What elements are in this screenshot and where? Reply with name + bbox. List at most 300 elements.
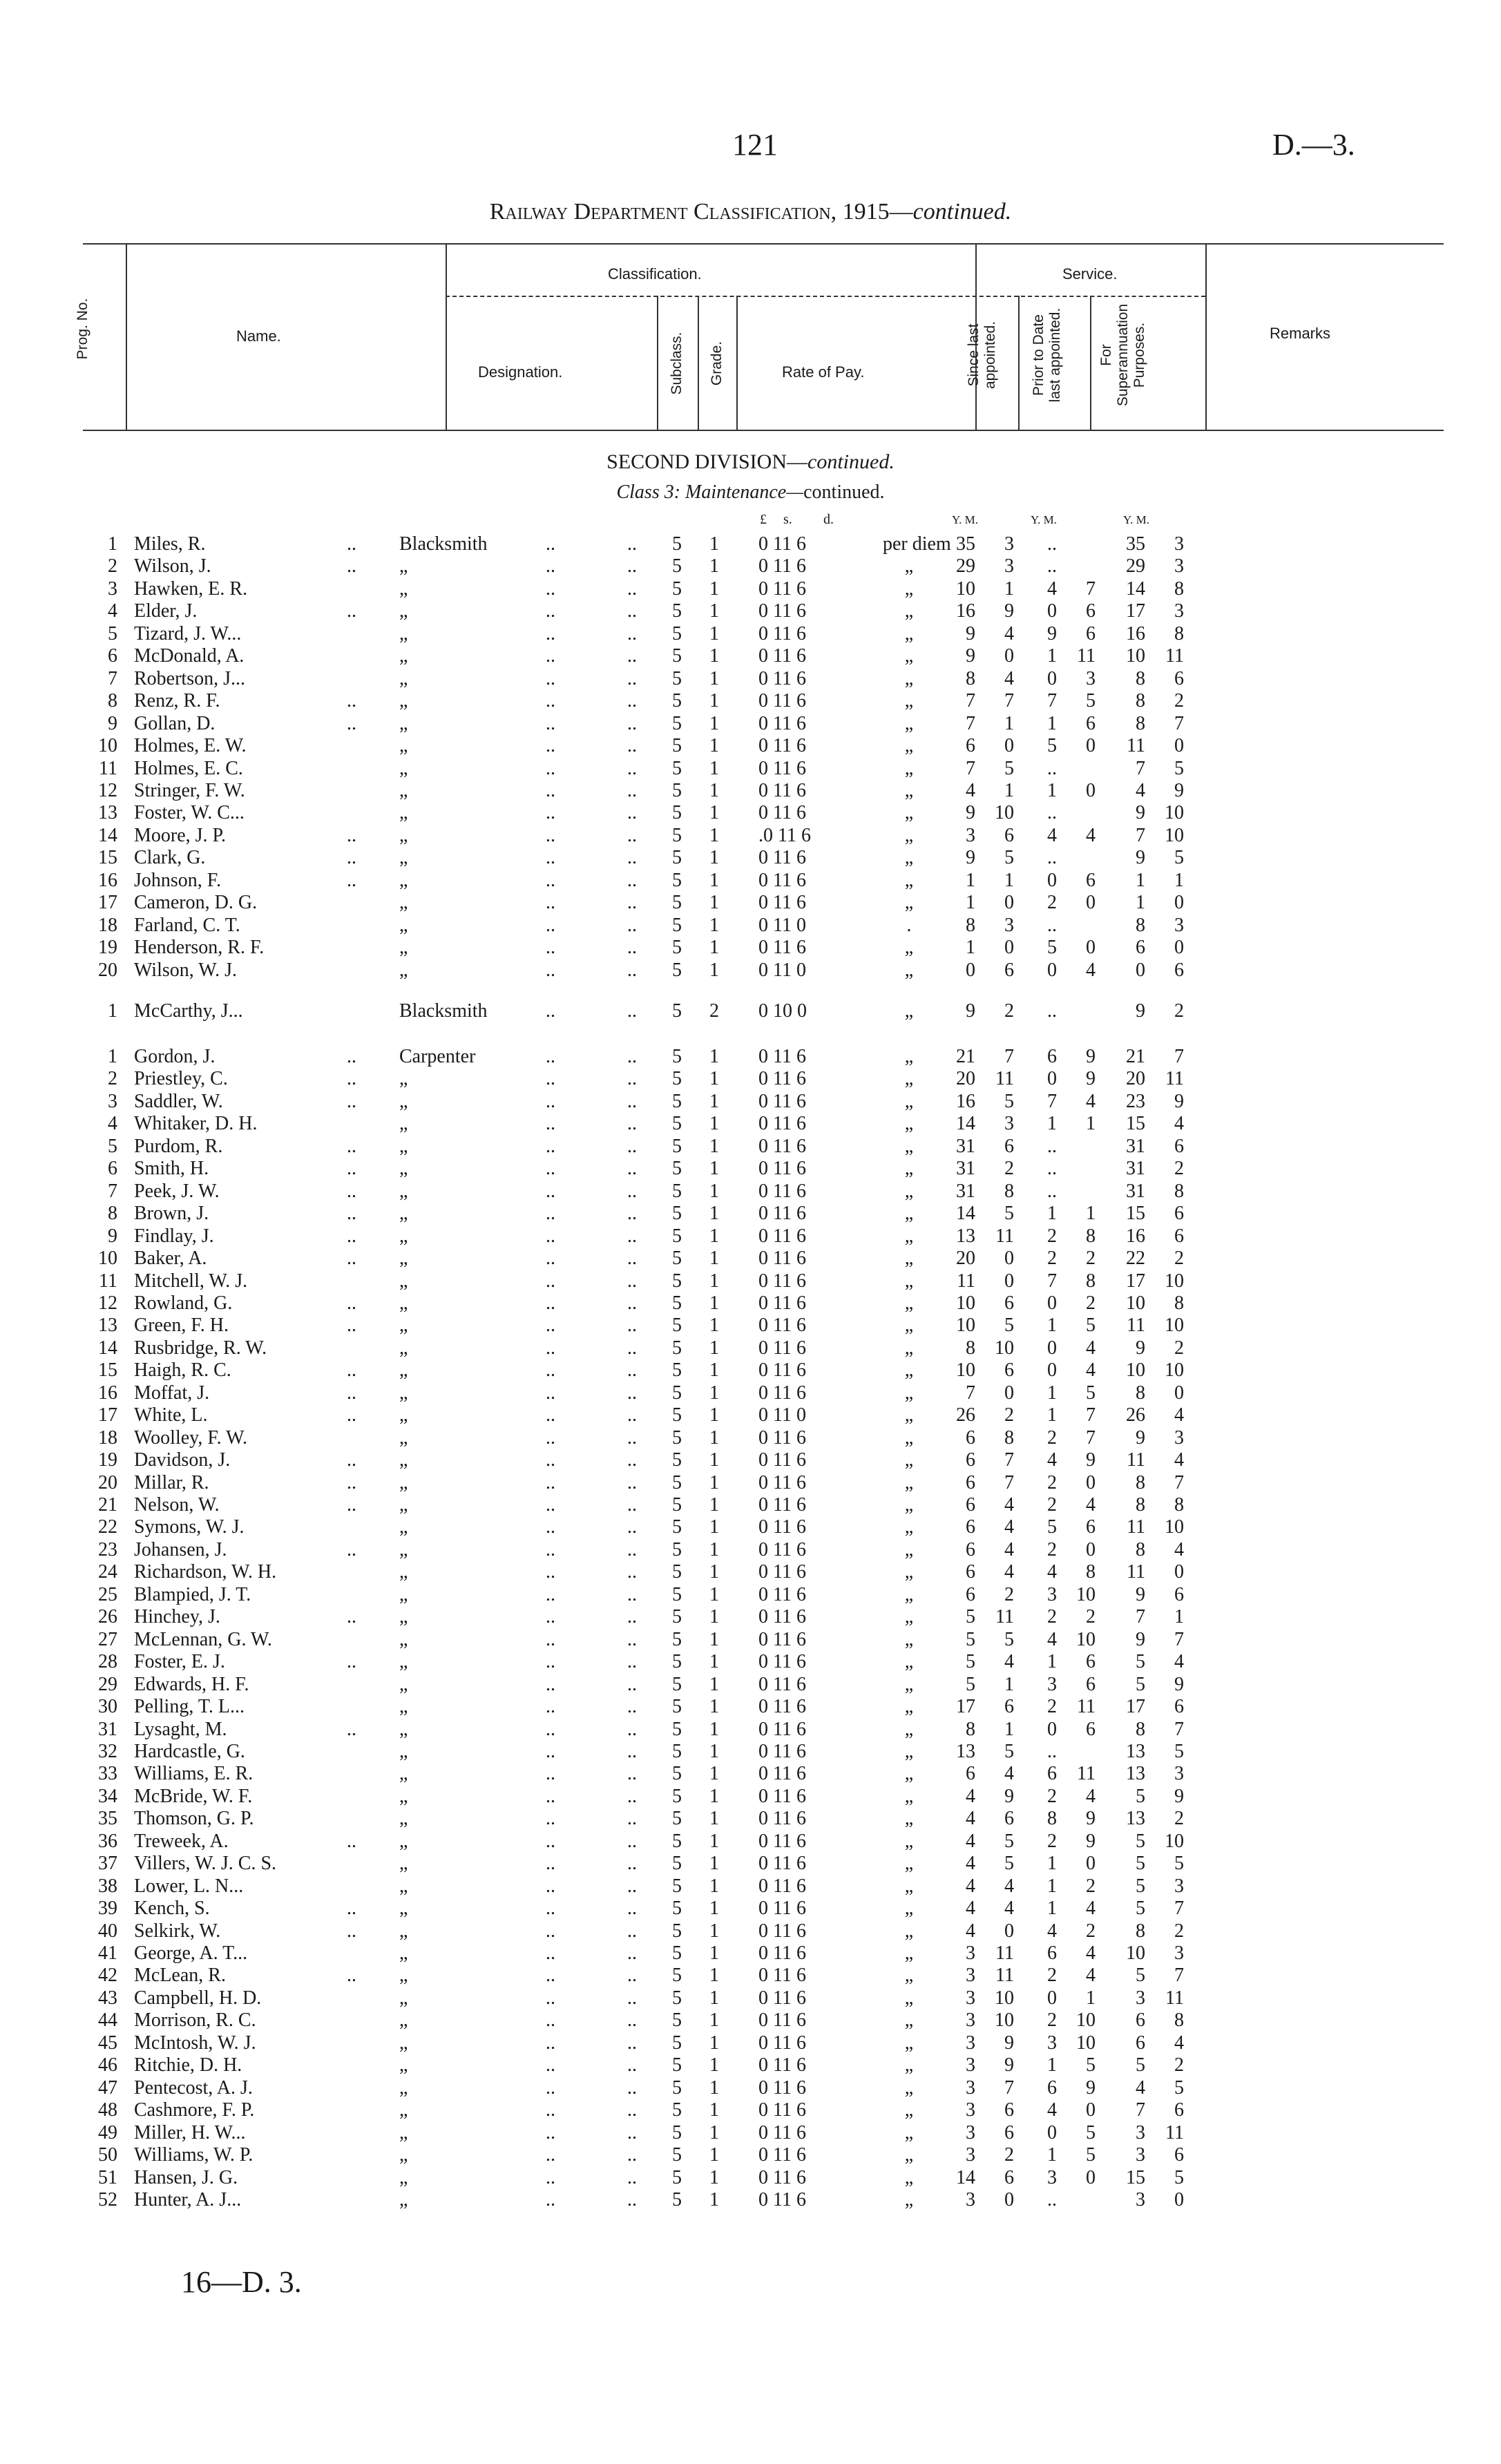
cell-q: „ [904, 1292, 914, 1314]
cell-pm: 0 [1086, 1538, 1096, 1560]
cell-sy: 9 [966, 847, 975, 869]
cell-q: „ [904, 1337, 914, 1359]
cell-grade: 1 [709, 1203, 719, 1225]
cell-sm: 11 [995, 1942, 1014, 1964]
cell-tm: 4 [1174, 1113, 1184, 1135]
cell-designation: „ [399, 645, 408, 667]
leader-dots: .. [546, 1270, 555, 1292]
cell-py: 3 [1047, 1583, 1057, 1605]
cell-ty: 9 [1136, 802, 1145, 824]
cell-sm: 5 [1004, 1628, 1014, 1650]
cell-grade: 1 [709, 600, 719, 622]
cell-tm: 2 [1174, 1337, 1184, 1359]
cell-ty: 16 [1126, 1225, 1145, 1247]
cell-no: 44 [98, 2009, 117, 2032]
table-row [0, 1203, 1501, 1226]
cell-dots: .. [347, 1471, 356, 1493]
cell-sm: 2 [1004, 1583, 1014, 1605]
cell-q: „ [904, 2032, 914, 2054]
cell-sub: 5 [672, 1068, 682, 1090]
cell-sy: 3 [966, 2054, 975, 2076]
cell-designation: „ [399, 1494, 408, 1516]
cell-name: Holmes, E. W. [134, 735, 247, 757]
cell-pm: 6 [1086, 712, 1096, 734]
table-row [0, 1853, 1501, 1876]
cell-sy: 4 [966, 1853, 975, 1875]
cell-q: „ [904, 1000, 914, 1022]
cell-pm: 11 [1077, 645, 1096, 667]
cell-name: Mitchell, W. J. [134, 1270, 248, 1292]
cell-rate: 0 11 6 [758, 1763, 806, 1785]
cell-pm: 10 [1076, 2009, 1096, 2032]
cell-pm: 0 [1086, 1471, 1096, 1493]
cell-sub: 5 [672, 1965, 682, 1987]
cell-ty: 8 [1136, 690, 1145, 712]
leader-dots: .. [546, 2076, 555, 2099]
remarks-header: Remarks [1270, 325, 1331, 342]
cell-sm: 5 [1004, 1853, 1014, 1875]
leader-dots: .. [546, 779, 555, 801]
cell-q: „ [904, 937, 914, 959]
table-row [0, 1181, 1501, 1204]
cell-name: Moore, J. P. [134, 824, 227, 846]
cell-sy: 10 [956, 1292, 975, 1314]
cell-sm: 2 [1004, 2144, 1014, 2166]
cell-dots: .. [347, 1920, 356, 1942]
cell-rate: 0 11 6 [758, 667, 806, 689]
section-name: SECOND DIVISION— [606, 450, 808, 473]
unit-years-months-2: Y. M. [1031, 513, 1057, 526]
cell-sm: 0 [1004, 2188, 1014, 2210]
cell-tm: 5 [1174, 2166, 1184, 2188]
cell-sy: 20 [956, 1248, 975, 1270]
cell-grade: 1 [709, 1718, 719, 1740]
cell-grade: 1 [709, 555, 719, 577]
leader-dots: .. [546, 1090, 555, 1112]
cell-designation: „ [399, 1359, 408, 1382]
cell-rate: .0 11 6 [758, 824, 811, 846]
cell-py: 2 [1047, 1606, 1057, 1628]
cell-sm: 5 [1004, 847, 1014, 869]
cell-designation: „ [399, 1763, 408, 1785]
cell-designation: „ [399, 2166, 408, 2188]
cell-dots: .. [347, 1225, 356, 1247]
cell-name: McLennan, G. W. [134, 1628, 272, 1650]
cell-grade: 1 [709, 1583, 719, 1605]
cell-designation: „ [399, 712, 408, 734]
cell-grade: 1 [709, 1561, 719, 1583]
cell-q: „ [904, 1785, 914, 1807]
cell-rate: 0 11 6 [758, 1225, 806, 1247]
cell-pm: 4 [1086, 1337, 1096, 1359]
table-row [0, 1404, 1501, 1428]
cell-tm: 2 [1174, 1808, 1184, 1830]
table-row [0, 1046, 1501, 1069]
cell-pm: 1 [1086, 1987, 1096, 2009]
cell-py: 1 [1047, 1853, 1057, 1875]
cell-tm: 6 [1174, 667, 1184, 689]
cell-sm: 4 [1004, 667, 1014, 689]
cell-q: „ [904, 1718, 914, 1740]
cell-sy: 5 [966, 1673, 975, 1695]
leader-dots: .. [546, 533, 555, 555]
cell-rate: 0 11 6 [758, 1628, 806, 1650]
leader-dots: .. [627, 847, 637, 869]
cell-pm: 0 [1086, 1853, 1096, 1875]
cell-tm: 6 [1174, 1203, 1184, 1225]
cell-tm: 3 [1174, 533, 1184, 555]
leader-dots: .. [546, 1785, 555, 1807]
cell-sub: 5 [672, 1987, 682, 2009]
cell-designation: Blacksmith [399, 533, 488, 555]
cell-pm: 7 [1086, 1426, 1096, 1449]
leader-dots: .. [546, 1471, 555, 1493]
cell-q: „ [904, 1561, 914, 1583]
cell-no: 6 [108, 645, 117, 667]
leader-dots: .. [627, 1068, 637, 1090]
cell-dots: .. [347, 1046, 356, 1067]
cell-designation: „ [399, 2099, 408, 2121]
cell-no: 13 [98, 802, 117, 824]
cell-sy: 3 [966, 1942, 975, 1964]
cell-rate: 0 11 6 [758, 1494, 806, 1516]
cell-grade: 1 [709, 1965, 719, 1987]
cell-sm: 11 [995, 1606, 1014, 1628]
cell-pm: 4 [1086, 1965, 1096, 1987]
cell-designation: „ [399, 1180, 408, 1202]
cell-sub: 5 [672, 1404, 682, 1426]
cell-sm: 4 [1004, 1561, 1014, 1583]
cell-py: 1 [1047, 1651, 1057, 1673]
cell-sm: 2 [1004, 1404, 1014, 1426]
leader-dots: .. [627, 1382, 637, 1404]
cell-designation: „ [399, 2121, 408, 2143]
cell-py: 4 [1047, 1628, 1057, 1650]
classification-header: Classification. [608, 265, 702, 283]
leader-dots: .. [546, 1113, 555, 1135]
cell-dots: .. [347, 555, 356, 577]
cell-name: Tizard, J. W... [134, 622, 242, 644]
cell-grade: 1 [709, 1382, 719, 1404]
table-row [0, 847, 1501, 870]
cell-name: Hunter, A. J... [134, 2188, 242, 2210]
cell-designation: „ [399, 1449, 408, 1471]
leader-dots: .. [627, 1853, 637, 1875]
cell-designation: „ [399, 1965, 408, 1987]
cell-grade: 1 [709, 2032, 719, 2054]
cell-sm: 4 [1004, 1651, 1014, 1673]
cell-designation: „ [399, 2144, 408, 2166]
cell-sub: 5 [672, 1046, 682, 1067]
cell-tm: 2 [1174, 1248, 1184, 1270]
cell-tm: 7 [1174, 1628, 1184, 1650]
cell-py: 1 [1047, 1203, 1057, 1225]
cell-no: 46 [98, 2054, 117, 2076]
cell-q: „ [904, 600, 914, 622]
cell-grade: 1 [709, 2166, 719, 2188]
cell-sm: 6 [1004, 2099, 1014, 2121]
cell-tm: 5 [1174, 1853, 1184, 1875]
leader-dots: .. [627, 1875, 637, 1897]
cell-sub: 5 [672, 1875, 682, 1897]
leader-dots: .. [546, 1494, 555, 1516]
cell-no: 19 [98, 937, 117, 959]
cell-py: 2 [1047, 1494, 1057, 1516]
cell-rate: 0 11 6 [758, 1359, 806, 1382]
leader-dots: .. [627, 555, 637, 577]
cell-name: Davidson, J. [134, 1449, 231, 1471]
cell-designation: „ [399, 892, 408, 914]
cell-ty: 8 [1136, 1718, 1145, 1740]
cell-name: Williams, W. P. [134, 2144, 254, 2166]
cell-no: 25 [98, 1583, 117, 1605]
cell-rate: 0 11 6 [758, 2144, 806, 2166]
cell-sy: 6 [966, 735, 975, 757]
cell-ty: 31 [1126, 1135, 1145, 1157]
cell-sub: 5 [672, 779, 682, 801]
cell-py: 2 [1047, 1225, 1057, 1247]
cell-no: 48 [98, 2099, 117, 2121]
cell-ty: 8 [1136, 1538, 1145, 1560]
cell-no: 27 [98, 1628, 117, 1650]
leader-dots: .. [546, 1920, 555, 1942]
cell-sm: 3 [1004, 1113, 1014, 1135]
cell-q: „ [904, 735, 914, 757]
table-row [0, 1763, 1501, 1786]
cell-grade: 1 [709, 1337, 719, 1359]
cell-sm: 11 [995, 1965, 1014, 1987]
leader-dots: .. [546, 1315, 555, 1337]
cell-sy: 3 [966, 824, 975, 846]
table-row [0, 1831, 1501, 1854]
cell-tm: 8 [1174, 1292, 1184, 1314]
table-row [0, 623, 1501, 647]
rate-of-pay-header: Rate of Pay. [782, 363, 865, 381]
leader-dots: .. [546, 1942, 555, 1964]
cell-name: Robertson, J... [134, 667, 245, 689]
cell-grade: 1 [709, 914, 719, 936]
cell-ty: 35 [1126, 533, 1145, 555]
table-row [0, 825, 1501, 848]
cell-sm: 5 [1004, 1830, 1014, 1852]
leader-dots: .. [546, 1628, 555, 1650]
cell-sy: 7 [966, 712, 975, 734]
cell-tm: 4 [1174, 1449, 1184, 1471]
cell-no: 33 [98, 1763, 117, 1785]
cell-q: „ [904, 712, 914, 734]
cell-no: 5 [108, 622, 117, 644]
cell-pm: 10 [1076, 2032, 1096, 2054]
cell-sub: 5 [672, 824, 682, 846]
cell-sm: 10 [995, 802, 1014, 824]
leader-dots: .. [627, 1718, 637, 1740]
cell-rate: 0 11 6 [758, 2032, 806, 2054]
cell-py: 1 [1047, 779, 1057, 801]
cell-ty: 5 [1136, 1898, 1145, 1920]
cell-rate: 0 11 6 [758, 1248, 806, 1270]
cell-sy: 17 [956, 1696, 975, 1718]
cell-q: „ [904, 2009, 914, 2032]
cell-sm: 0 [1004, 1920, 1014, 1942]
cell-designation: „ [399, 1853, 408, 1875]
cell-tm: 0 [1174, 892, 1184, 914]
cell-sub: 5 [672, 1740, 682, 1762]
cell-sm: 0 [1004, 1382, 1014, 1404]
cell-sy: 3 [966, 1987, 975, 2009]
cell-sm: 3 [1004, 555, 1014, 577]
leader-dots: .. [546, 600, 555, 622]
cell-no: 16 [98, 869, 117, 891]
cell-no: 8 [108, 690, 117, 712]
cell-sm: 0 [1004, 937, 1014, 959]
table-row [0, 1786, 1501, 1809]
leader-dots: .. [627, 1942, 637, 1964]
cell-sub: 5 [672, 1494, 682, 1516]
cell-name: Kench, S. [134, 1898, 210, 1920]
cell-sy: 1 [966, 892, 975, 914]
cell-q: „ [904, 1920, 914, 1942]
table-row [0, 1337, 1501, 1361]
cell-sy: 3 [966, 2076, 975, 2099]
table-row [0, 780, 1501, 803]
cell-sub: 5 [672, 622, 682, 644]
cell-ty: 11 [1127, 1561, 1145, 1583]
class-name: Maintenance— [685, 481, 804, 503]
table-row [0, 1898, 1501, 1921]
cell-sy: 31 [956, 1180, 975, 1202]
cell-sub: 5 [672, 1382, 682, 1404]
cell-sub: 5 [672, 712, 682, 734]
leader-dots: .. [627, 1920, 637, 1942]
cell-sm: 0 [1004, 1248, 1014, 1270]
cell-grade: 1 [709, 577, 719, 600]
leader-dots: .. [546, 1561, 555, 1583]
cell-sub: 5 [672, 1785, 682, 1807]
cell-sub: 5 [672, 577, 682, 600]
cell-name: Rowland, G. [134, 1292, 233, 1314]
cell-sy: 9 [966, 1000, 975, 1022]
cell-designation: „ [399, 1203, 408, 1225]
cell-sy: 9 [966, 645, 975, 667]
cell-rate: 0 11 6 [758, 2076, 806, 2099]
cell-sy: 6 [966, 1471, 975, 1493]
cell-ty: 8 [1136, 1471, 1145, 1493]
cell-sub: 5 [672, 1673, 682, 1695]
cell-q: „ [904, 2166, 914, 2188]
cell-ty: 16 [1126, 622, 1145, 644]
cell-pm: 11 [1077, 1763, 1096, 1785]
cell-rate: 0 11 6 [758, 1382, 806, 1404]
cell-no: 29 [98, 1673, 117, 1695]
cell-no: 7 [108, 1180, 117, 1202]
cell-no: 14 [98, 824, 117, 846]
table-row [0, 1808, 1501, 1831]
cell-name: Farland, C. T. [134, 914, 240, 936]
cell-sy: 14 [956, 1203, 975, 1225]
cell-ty: 13 [1126, 1808, 1145, 1830]
cell-sy: 1 [966, 937, 975, 959]
cell-py: .. [1047, 1180, 1057, 1202]
cell-sy: 14 [956, 2166, 975, 2188]
cell-grade: 1 [709, 2076, 719, 2099]
cell-pm: 1 [1086, 1113, 1096, 1135]
table-row [0, 1158, 1501, 1181]
cell-q: „ [904, 1270, 914, 1292]
cell-py: 2 [1047, 1696, 1057, 1718]
cell-dots: .. [347, 1538, 356, 1560]
leader-dots: .. [546, 577, 555, 600]
cell-sy: 10 [956, 1315, 975, 1337]
cell-grade: 1 [709, 1046, 719, 1067]
cell-rate: 0 11 6 [758, 1965, 806, 1987]
cell-sub: 5 [672, 2121, 682, 2143]
cell-pm: 7 [1086, 1404, 1096, 1426]
cell-no: 6 [108, 1158, 117, 1180]
leader-dots: .. [546, 1538, 555, 1560]
cell-pm: 6 [1086, 1516, 1096, 1538]
cell-designation: „ [399, 1090, 408, 1112]
cell-tm: 3 [1174, 1763, 1184, 1785]
cell-grade: 1 [709, 2099, 719, 2121]
leader-dots: .. [627, 2121, 637, 2143]
cell-designation: „ [399, 824, 408, 846]
cell-grade: 1 [709, 645, 719, 667]
cell-q: „ [904, 1875, 914, 1897]
cell-q: „ [904, 757, 914, 779]
table-row [0, 1091, 1501, 1114]
cell-designation: „ [399, 914, 408, 936]
cell-tm: 0 [1174, 1561, 1184, 1583]
cell-sub: 5 [672, 1763, 682, 1785]
cell-py: 2 [1047, 1248, 1057, 1270]
cell-designation: „ [399, 1898, 408, 1920]
leader-dots: .. [627, 1404, 637, 1426]
cell-sy: 6 [966, 1538, 975, 1560]
cell-no: 17 [98, 1404, 117, 1426]
cell-q: „ [904, 577, 914, 600]
cell-sm: 11 [995, 1068, 1014, 1090]
section-continued: continued. [807, 450, 895, 473]
cell-tm: 3 [1174, 1942, 1184, 1964]
class-label: Class 3: [616, 481, 681, 503]
cell-ty: 7 [1136, 824, 1145, 846]
cell-tm: 5 [1174, 1740, 1184, 1762]
cell-tm: 0 [1174, 1382, 1184, 1404]
leader-dots: .. [546, 690, 555, 712]
cell-q: „ [904, 555, 914, 577]
cell-no: 16 [98, 1382, 117, 1404]
cell-sy: 7 [966, 757, 975, 779]
cell-py: 0 [1047, 1292, 1057, 1314]
cell-sy: 10 [956, 1359, 975, 1382]
cell-designation: „ [399, 577, 408, 600]
cell-name: McLean, R. [134, 1965, 226, 1987]
cell-py: 7 [1047, 1090, 1057, 1112]
cell-sub: 5 [672, 1830, 682, 1852]
cell-name: Baker, A. [134, 1248, 207, 1270]
cell-no: 28 [98, 1651, 117, 1673]
cell-grade: 1 [709, 2144, 719, 2166]
cell-rate: 0 11 6 [758, 2009, 806, 2032]
cell-designation: „ [399, 1808, 408, 1830]
cell-py: 2 [1047, 1785, 1057, 1807]
cell-grade: 1 [709, 779, 719, 801]
cell-grade: 1 [709, 1942, 719, 1964]
cell-designation: „ [399, 1920, 408, 1942]
cell-designation: „ [399, 959, 408, 981]
cell-q: „ [904, 1898, 914, 1920]
cell-designation: Carpenter [399, 1046, 476, 1067]
